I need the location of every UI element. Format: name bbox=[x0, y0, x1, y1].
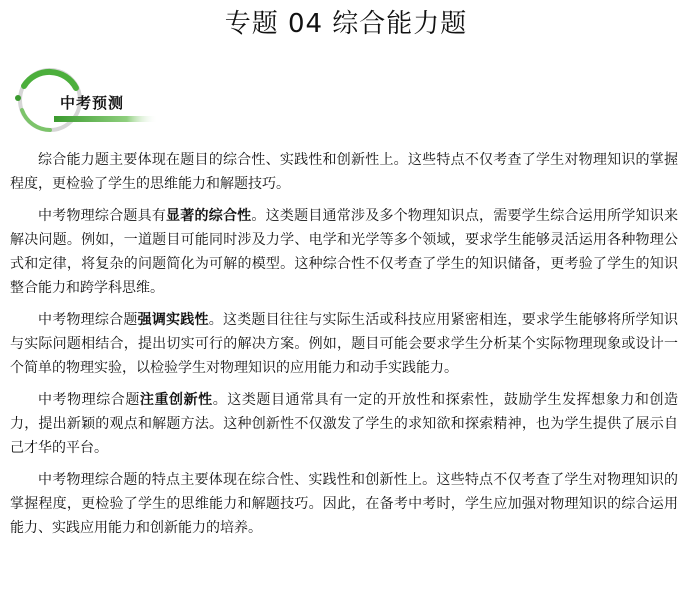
emphasis-text: 注重创新性 bbox=[139, 392, 213, 408]
page-title: 专题 04 综合能力题 bbox=[224, 9, 468, 39]
paragraph: 中考物理综合题注重创新性。这类题目通常具有一定的开放性和探索性，鼓励学生发挥想象力和创造力，提出新颖的观点和解题方法。这种创新性不仅激发了学生的求知欲和探索精神，也为学生提供了展示自己才华的平台。 bbox=[10, 392, 679, 456]
article-body bbox=[10, 148, 678, 548]
section-badge bbox=[10, 66, 160, 136]
emphasis-text: 强调实践性 bbox=[137, 312, 209, 328]
paragraph: 中考物理综合题的特点主要体现在综合性、实践性和创新性上。这些特点不仅考查了学生对物理知识的掌握程度，更检验了学生的思维能力和解题技巧。因此，在备考中考时，学生应加强对物理知识的综合运用能力、实践应用能力和创新能力的培养。 bbox=[10, 472, 678, 536]
paragraph: 中考物理综合题强调实践性。这类题目往往与实际生活或科技应用紧密相连，要求学生能够将所学知识与实际问题相结合，提出切实可行的解决方案。例如，题目可能会要求学生分析某个实际物理现象或设计一个简单的物理实验，以检验学生对物理知识的应用能力和动手实践能力。 bbox=[10, 312, 679, 376]
paragraph: 中考物理综合题具有显著的综合性。这类题目通常涉及多个物理知识点，需要学生综合运用所学知识来解决问题。例如，一道题目可能同时涉及力学、电学和光学等多个领域，要求学生能够灵活运用各种物理公式和定律，将复杂的问题简化为可解的模型。这种综合性不仅考查了学生的知识储备，更考验了学生的知识整合能力和跨学科思维。 bbox=[10, 208, 679, 296]
badge-label: 中考预测 bbox=[60, 94, 125, 112]
paragraph: 综合能力题主要体现在题目的综合性、实践性和创新性上。这些特点不仅考查了学生对物理知识的掌握程度，更检验了学生的思维能力和解题技巧。 bbox=[10, 152, 678, 192]
emphasis-text: 显著的综合性 bbox=[166, 208, 252, 224]
